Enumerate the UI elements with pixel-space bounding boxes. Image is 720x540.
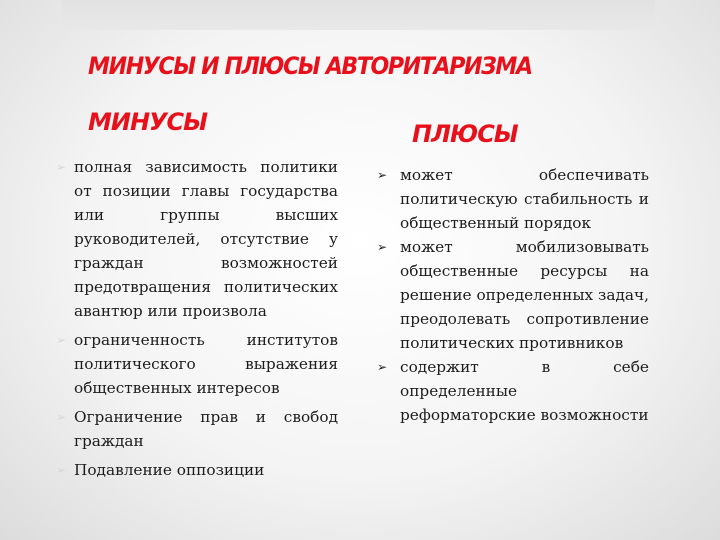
arrow-bullet-icon: ➢ (377, 360, 388, 374)
arrow-bullet-icon: ➢ (56, 160, 67, 174)
arrow-bullet-icon: ➢ (56, 410, 67, 424)
top-decor-bar (62, 0, 655, 30)
minus-item: ➢ ограниченность институтов политического выражения общественных интересов (58, 328, 338, 400)
slide-title: МИНУСЫ И ПЛЮСЫ АВТОРИТАРИЗМА (88, 52, 532, 80)
arrow-bullet-icon: ➢ (377, 168, 388, 182)
plus-item: ➢ может обеспечивать политическую стабильность и общественный порядок (377, 163, 649, 235)
pluses-heading: ПЛЮСЫ (412, 120, 518, 148)
arrow-bullet-icon: ➢ (56, 463, 67, 477)
arrow-bullet-icon: ➢ (377, 240, 388, 254)
plus-item: ➢ может мобилизовывать общественные ресурсы на решение определенных задач, преодолевать сопротивление политических противников (377, 235, 649, 355)
minus-item: ➢ Подавление оппозиции (58, 458, 338, 482)
minus-item: ➢ Ограничение прав и свобод граждан (58, 405, 338, 453)
arrow-bullet-icon: ➢ (56, 333, 67, 347)
minus-item: ➢ полная зависимость политики от позиции главы государства или группы высших руководителей, отсутствие у граждан возможностей предотвращения политических авантюр или произвола (58, 155, 338, 323)
minuses-list (58, 155, 338, 482)
pluses-list (377, 163, 649, 427)
plus-item: ➢ содержит в себе определенные реформаторские возможности (377, 355, 649, 427)
minuses-heading: МИНУСЫ (88, 108, 208, 136)
